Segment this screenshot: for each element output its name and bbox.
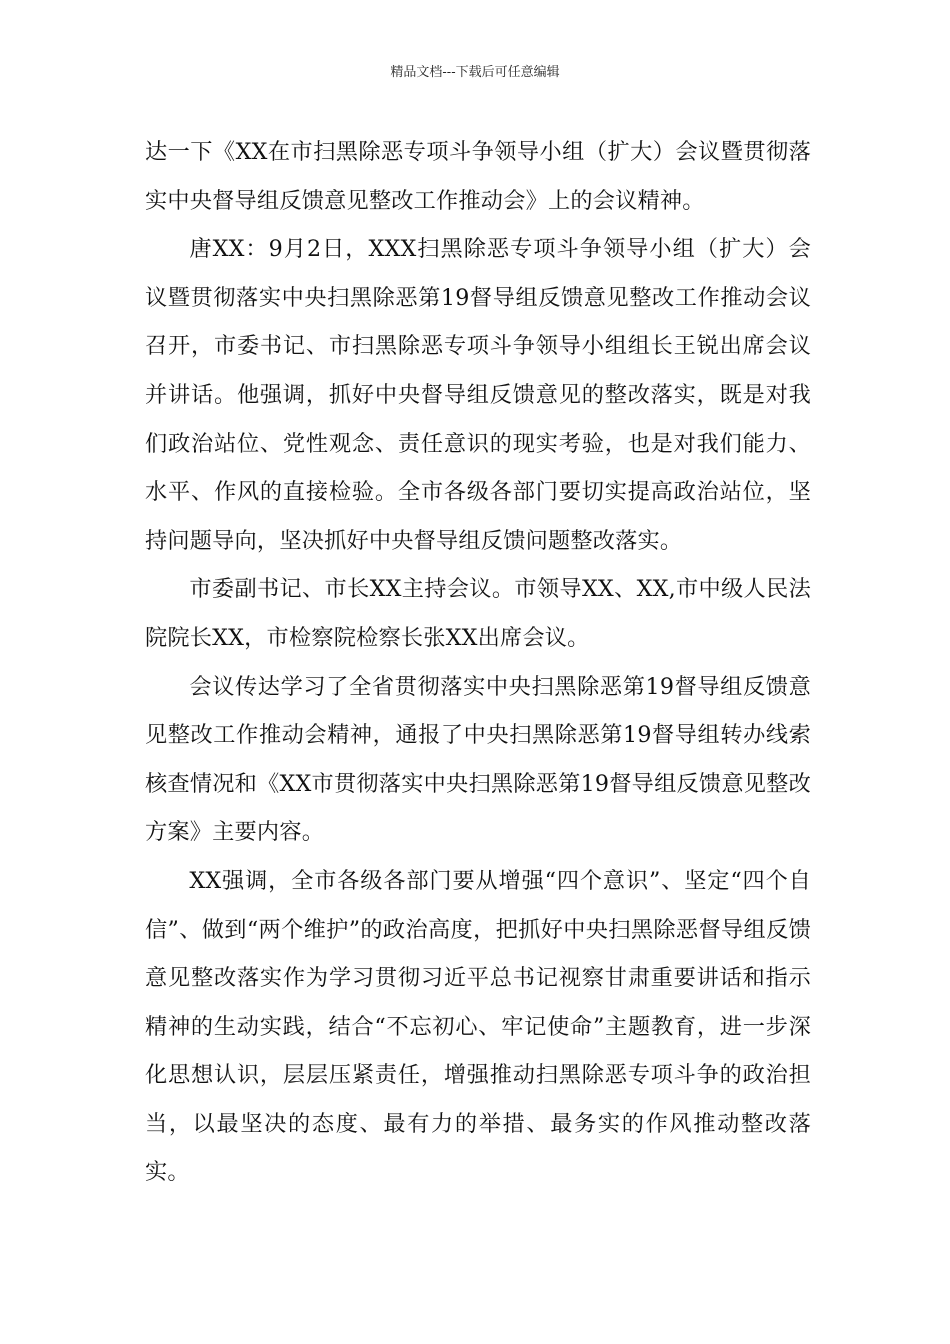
- page-header: 精品文档---下载后可任意编辑: [390, 65, 560, 80]
- paragraph-1: 达一下《XX在市扫黑除恶专项斗争领导小组（扩大）会议暨贯彻落实中央督导组反馈意见整改工作推动会》上的会议精神。: [145, 139, 811, 214]
- paragraph-5: XX强调，全市各级各部门要从增强“四个意识”、坚定“四个自信”、做到“两个维护”的政治高度，把抓好中央扫黑除恶督导组反馈意见整改落实作为学习贯彻习近平总书记视察甘肃重要讲话和指示精神的生动实践，结合“不忘初心、牢记使命”主题教育，进一步深化思想认识，层层压紧责任，增强推动扫黑除恶专项斗争的政治担当，以最坚决的态度、最有力的举措、最务实的作风推动整改落实。: [145, 867, 811, 1186]
- paragraph-4: 会议传达学习了全省贯彻落实中央扫黑除恶第19督导组反馈意见整改工作推动会精神，通报了中央扫黑除恶第19督导组转办线索核查情况和《XX市贯彻落实中央扫黑除恶第19督导组反馈意见整改方案》主要内容。: [145, 673, 811, 846]
- paragraph-3: 市委副书记、市长XX主持会议。市领导XX、XX,市中级人民法院院长XX，市检察院检察长张XX出席会议。: [145, 576, 811, 651]
- document-body: [145, 128, 811, 1197]
- paragraph-2: 唐XX：9月2日，XXX扫黑除恶专项斗争领导小组（扩大）会议暨贯彻落实中央扫黑除恶第19督导组反馈意见整改工作推动会议召开，市委书记、市扫黑除恶专项斗争领导小组组长王锐出席会议并讲话。他强调，抓好中央督导组反馈意见的整改落实，既是对我们政治站位、党性观念、责任意识的现实考验，也是对我们能力、水平、作风的直接检验。全市各级各部门要切实提高政治站位，坚持问题导向，坚决抓好中央督导组反馈问题整改落实。: [145, 236, 811, 554]
